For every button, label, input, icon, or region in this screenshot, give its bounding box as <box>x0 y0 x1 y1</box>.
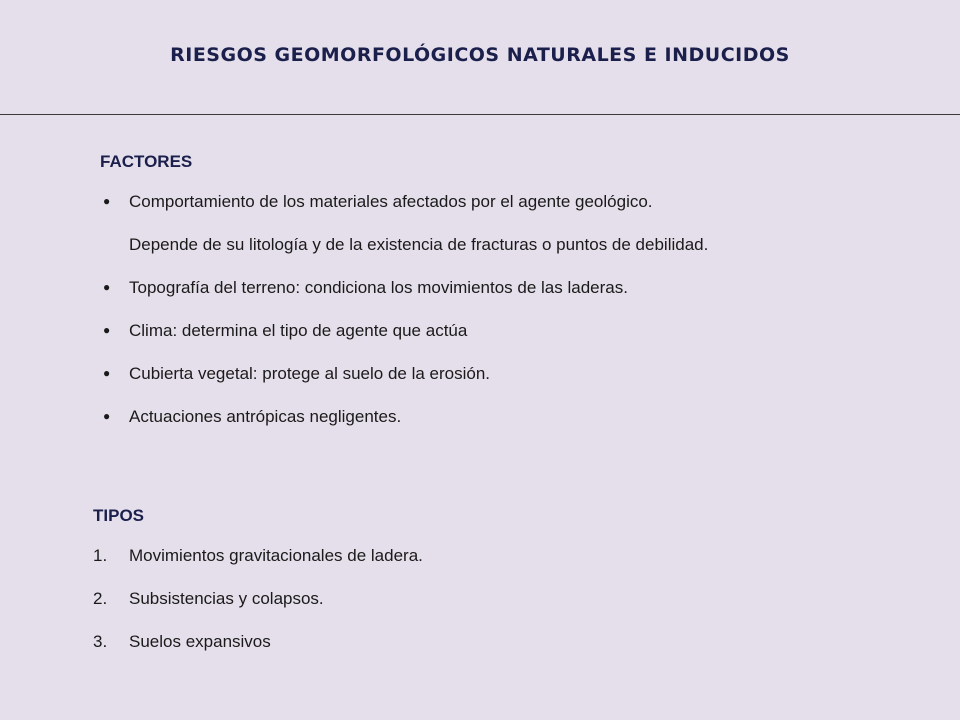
factor-item <box>100 180 708 266</box>
tipos-list <box>93 534 423 663</box>
list-number: 1. <box>93 546 108 565</box>
factor-text: Actuaciones antrópicas negligentes. <box>129 407 402 426</box>
bullet-icon: ● <box>103 409 111 423</box>
bullet-icon: ● <box>103 280 111 294</box>
factor-item <box>100 309 708 352</box>
factores-heading: FACTORES <box>100 152 193 171</box>
factor-text: Clima: determina el tipo de agente que actúa <box>129 321 468 340</box>
tipo-item <box>93 534 423 577</box>
bullet-icon: ● <box>103 323 111 337</box>
list-number: 2. <box>93 589 108 608</box>
factor-text: Topografía del terreno: condiciona los movimientos de las laderas. <box>129 278 628 297</box>
tipo-text: Movimientos gravitacionales de ladera. <box>129 546 423 565</box>
bullet-icon: ● <box>103 194 111 208</box>
title-divider <box>0 114 960 115</box>
factores-list <box>100 180 708 438</box>
factor-text: Cubierta vegetal: protege al suelo de la erosión. <box>129 364 491 383</box>
factor-item <box>100 352 708 395</box>
tipos-heading: TIPOS <box>93 506 145 525</box>
slide-title: RIESGOS GEOMORFOLÓGICOS NATURALES E INDUCIDOS <box>170 44 790 66</box>
tipo-text: Subsistencias y colapsos. <box>129 589 324 608</box>
tipos-section <box>93 506 423 663</box>
tipo-item <box>93 577 423 620</box>
factor-text-continued: Depende de su litología y de la existencia de fracturas o puntos de debilidad. <box>129 235 709 254</box>
list-number: 3. <box>93 632 108 651</box>
factor-item <box>100 266 708 309</box>
factor-item <box>100 395 708 438</box>
tipo-item <box>93 620 423 663</box>
bullet-icon: ● <box>103 366 111 380</box>
factores-section <box>100 152 708 438</box>
factor-text: Comportamiento de los materiales afectados por el agente geológico. <box>129 192 653 211</box>
tipo-text: Suelos expansivos <box>129 632 271 651</box>
